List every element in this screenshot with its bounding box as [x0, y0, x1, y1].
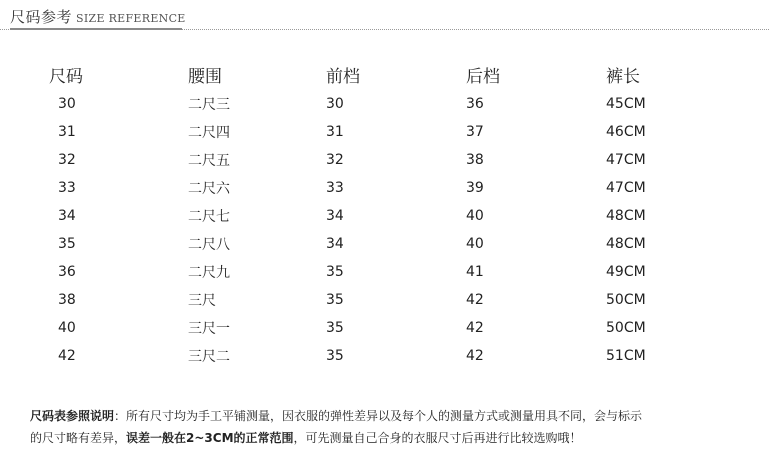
table-header-row [0, 58, 769, 90]
header-waist: 腰围 [188, 66, 222, 87]
cell-back-rise: 42 [466, 348, 484, 364]
header-back-rise: 后档 [466, 66, 500, 87]
section-header [10, 6, 186, 26]
cell-waist: 二尺六 [188, 181, 230, 197]
cell-waist: 二尺五 [188, 153, 230, 169]
table-row [0, 286, 769, 314]
table-row [0, 118, 769, 146]
size-note [30, 405, 760, 449]
cell-size: 38 [58, 292, 76, 308]
cell-size: 30 [58, 96, 76, 112]
cell-size: 40 [58, 320, 76, 336]
cell-length: 46CM [606, 124, 646, 140]
cell-front-rise: 35 [326, 264, 344, 280]
section-subtitle: SIZE REFERENCE [76, 12, 186, 25]
cell-front-rise: 34 [326, 208, 344, 224]
table-row [0, 342, 769, 370]
cell-size: 33 [58, 180, 76, 196]
table-row [0, 90, 769, 118]
cell-front-rise: 35 [326, 292, 344, 308]
cell-length: 51CM [606, 348, 646, 364]
cell-back-rise: 40 [466, 208, 484, 224]
header-length: 裤长 [606, 66, 640, 87]
table-row [0, 258, 769, 286]
cell-size: 34 [58, 208, 76, 224]
cell-back-rise: 37 [466, 124, 484, 140]
cell-waist: 二尺七 [188, 209, 230, 225]
cell-front-rise: 34 [326, 236, 344, 252]
note-line-1 [30, 405, 760, 427]
cell-back-rise: 40 [466, 236, 484, 252]
cell-front-rise: 35 [326, 320, 344, 336]
header-size: 尺码 [49, 66, 83, 87]
cell-size: 36 [58, 264, 76, 280]
table-row [0, 146, 769, 174]
cell-back-rise: 36 [466, 96, 484, 112]
header-front-rise: 前档 [326, 66, 360, 87]
cell-waist: 二尺三 [188, 97, 230, 113]
cell-back-rise: 39 [466, 180, 484, 196]
cell-waist: 三尺一 [188, 321, 230, 337]
cell-size: 31 [58, 124, 76, 140]
table-row [0, 202, 769, 230]
cell-front-rise: 35 [326, 348, 344, 364]
cell-waist: 二尺四 [188, 125, 230, 141]
cell-waist: 三尺 [188, 293, 216, 309]
cell-back-rise: 42 [466, 292, 484, 308]
note-label: 尺码表参照说明 [30, 409, 115, 423]
cell-waist: 二尺八 [188, 237, 230, 253]
cell-front-rise: 33 [326, 180, 344, 196]
cell-length: 48CM [606, 236, 646, 252]
cell-front-rise: 30 [326, 96, 344, 112]
cell-length: 49CM [606, 264, 646, 280]
table-row [0, 174, 769, 202]
cell-front-rise: 32 [326, 152, 344, 168]
cell-back-rise: 42 [466, 320, 484, 336]
note-tolerance: 误差一般在2~3CM的正常范围 [126, 431, 294, 445]
note-line-2 [30, 427, 760, 449]
note-text-2: 的尺寸略有差异， [30, 431, 127, 445]
cell-length: 48CM [606, 208, 646, 224]
section-title: 尺码参考 [10, 8, 73, 26]
cell-length: 50CM [606, 292, 646, 308]
header-underline [10, 28, 182, 30]
note-text-3: ，可先测量自己合身的衣服尺寸后再进行比较选购哦！ [293, 431, 582, 445]
cell-size: 32 [58, 152, 76, 168]
cell-front-rise: 31 [326, 124, 344, 140]
table-row [0, 314, 769, 342]
size-table [0, 58, 769, 370]
cell-length: 47CM [606, 180, 646, 196]
cell-waist: 二尺九 [188, 265, 230, 281]
cell-back-rise: 38 [466, 152, 484, 168]
cell-back-rise: 41 [466, 264, 484, 280]
cell-size: 35 [58, 236, 76, 252]
cell-waist: 三尺二 [188, 349, 230, 365]
note-text-1: ：所有尺寸均为手工平铺测量，因衣服的弹性差异以及每个人的测量方式或测量用具不同，会与标示 [114, 409, 643, 423]
cell-length: 45CM [606, 96, 646, 112]
cell-size: 42 [58, 348, 76, 364]
cell-length: 50CM [606, 320, 646, 336]
cell-length: 47CM [606, 152, 646, 168]
table-row [0, 230, 769, 258]
